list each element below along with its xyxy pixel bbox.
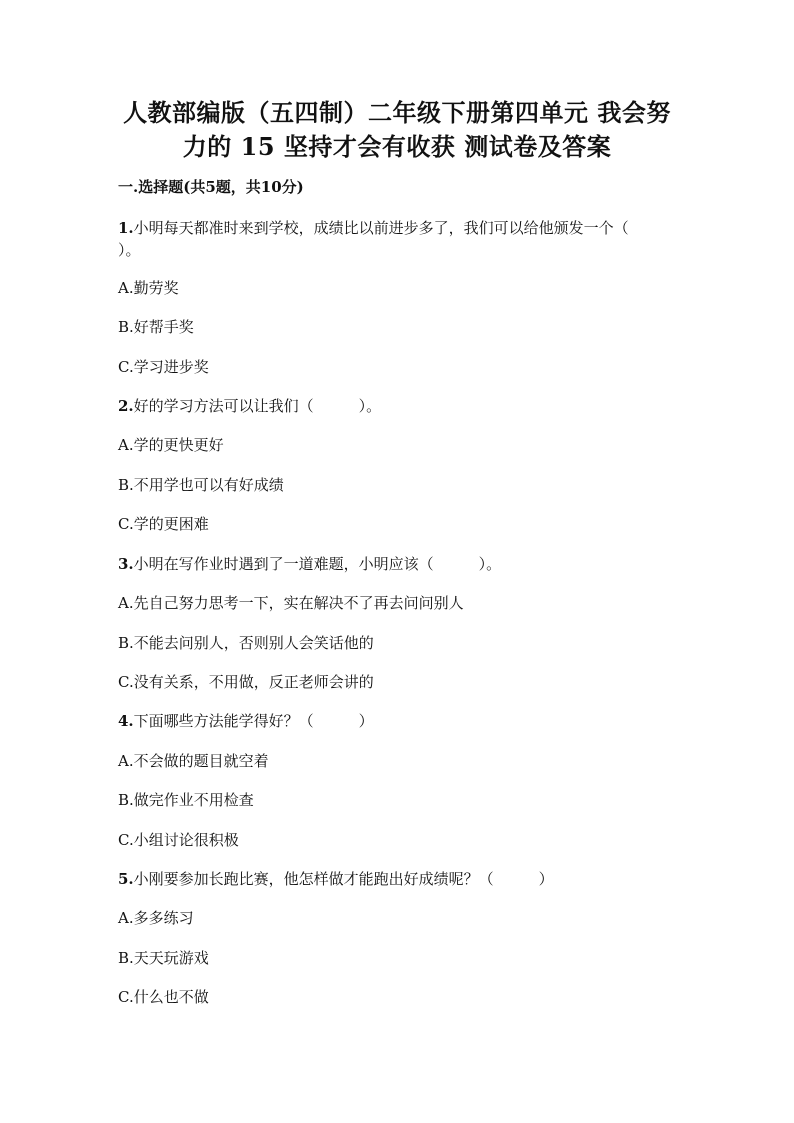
question-text: 小刚要参加长跑比赛，他怎样做才能跑出好成绩呢？（ ） [133, 870, 554, 888]
question-3-option-b[interactable]: B.不能去问别人，否则别人会笑话他的 [118, 634, 374, 652]
question-1-option-c[interactable]: C.学习进步奖 [118, 358, 209, 376]
question-5-option-c[interactable]: C.什么也不做 [118, 988, 209, 1006]
question-4-option-c[interactable]: C.小组讨论很积极 [118, 831, 239, 849]
section-heading: 一.选择题(共5题，共10分) [118, 178, 304, 196]
question-3-option-a[interactable]: A.先自己努力思考一下，实在解决不了再去问问别人 [118, 594, 464, 612]
question-2-option-a[interactable]: A.学的更快更好 [118, 436, 224, 454]
question-4 [118, 710, 678, 732]
question-5-option-a[interactable]: A.多多练习 [118, 909, 194, 927]
question-text: 好的学习方法可以让我们（ ）。 [133, 397, 382, 415]
question-number: 1. [118, 219, 134, 237]
question-2-option-b[interactable]: B.不用学也可以有好成绩 [118, 476, 284, 494]
question-2-option-c[interactable]: C.学的更困难 [118, 515, 209, 533]
question-4-option-b[interactable]: B.做完作业不用检查 [118, 791, 254, 809]
question-text: 下面哪些方法能学得好？（ ） [133, 712, 374, 730]
title-line-1: 人教部编版（五四制）二年级下册第四单元 我会努 [123, 98, 671, 127]
question-3-option-c[interactable]: C.没有关系，不用做，反正老师会讲的 [118, 673, 374, 691]
question-5-option-b[interactable]: B.天天玩游戏 [118, 949, 209, 967]
question-4-option-a[interactable]: A.不会做的题目就空着 [118, 752, 269, 770]
question-text: 小明在写作业时遇到了一道难题，小明应该（ ）。 [133, 555, 502, 573]
question-number: 5. [118, 870, 134, 888]
page-title [100, 96, 694, 164]
question-number: 2. [118, 397, 134, 415]
question-1 [118, 217, 678, 261]
question-2 [118, 395, 678, 417]
question-3 [118, 553, 678, 575]
question-number: 3. [118, 555, 134, 573]
question-1-option-a[interactable]: A.勤劳奖 [118, 279, 179, 297]
title-line-2: 力的 15 坚持才会有收获 测试卷及答案 [182, 132, 612, 161]
question-5 [118, 868, 678, 890]
question-number: 4. [118, 712, 134, 730]
question-1-option-b[interactable]: B.好帮手奖 [118, 318, 194, 336]
question-text: 小明每天都准时来到学校，成绩比以前进步多了，我们可以给他颁发一个（ ）。 [118, 219, 674, 259]
